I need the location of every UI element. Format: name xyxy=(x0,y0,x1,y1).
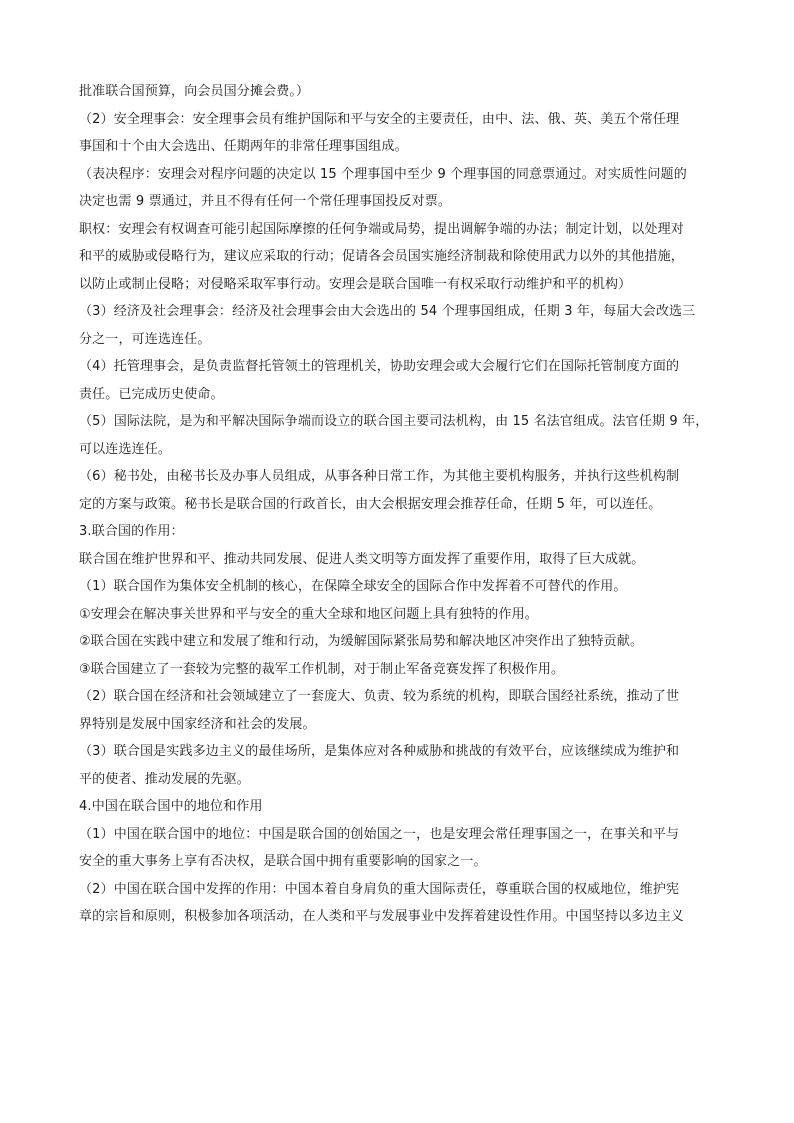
text-line: 可以连选连任。 xyxy=(79,441,172,457)
text-line: （2）中国在联合国中发挥的作用：中国本着自身肩负的重大国际责任，尊重联合国的权威地位，维护宪 xyxy=(79,881,680,897)
text-line: （3）联合国是实践多边主义的最佳场所，是集体应对各种威胁和挑战的有效平台，应该继续成为维护和 xyxy=(79,744,680,759)
text-line: 安全的重大事务上享有否决权，是联合国中拥有重要影响的国家之一。 xyxy=(79,854,487,869)
text-line: 和平的威胁或侵略行为，建议应采取的行动；促请各会员国实施经济制裁和除使用武力以外的其他措施， xyxy=(79,249,684,264)
text-line: 事国和十个由大会选出、任期两年的非常任理事国组成。 xyxy=(79,139,408,154)
text-line: 批准联合国预算，向会员国分摊会费。） xyxy=(79,84,310,99)
text-line: 界特别是发展中国家经济和社会的发展。 xyxy=(79,716,316,732)
text-line: ③联合国建立了一套较为完整的裁军工作机制，对于制止军备竞赛发挥了积极作用。 xyxy=(79,661,565,677)
text-line: （4）托管理事会，是负责监督托管领土的管理机关，协助安理会或大会履行它们在国际托管制度方面的 xyxy=(79,359,680,374)
text-line: 平的使者、推动发展的先驱。 xyxy=(79,771,250,787)
text-line: ②联合国在实践中建立和发展了维和行动，为缓解国际紧张局势和解决地区冲突作出了独特贡献。 xyxy=(79,634,644,649)
text-line: （1）联合国作为集体安全机制的核心，在保障全球安全的国际合作中发挥着不可替代的作用。 xyxy=(79,579,627,594)
text-line: ①安理会在解决事关世界和平与安全的重大全球和地区问题上具有独特的作用。 xyxy=(79,606,538,622)
text-line: 章的宗旨和原则，积极参加各项活动，在人类和平与发展事业中发挥着建设性作用。中国坚持以多边主义 xyxy=(79,909,684,924)
text-line: （2）联合国在经济和社会领域建立了一套庞大、负责、较为系统的机构，即联合国经社系统，推动了世 xyxy=(79,689,680,704)
text-line: 职权：安理会有权调查可能引起国际摩擦的任何争端或局势，提出调解争端的办法；制定计划，以处理对 xyxy=(79,221,684,237)
text-line: 责任。已完成历史使命。 xyxy=(79,386,224,402)
text-line: （2）安全理事会：安全理事会员有维护国际和平与安全的主要责任，由中、法、俄、英、美五个常任理 xyxy=(79,111,680,127)
section-heading: 4.中国在联合国中的地位和作用 xyxy=(79,799,263,814)
text-line: （6）秘书处，由秘书长及办事人员组成，从事各种日常工作，为其他主要机构服务，并执行这些机构制 xyxy=(79,469,680,484)
text-line: （3）经济及社会理事会：经济及社会理事会由大会选出的 54 个理事国组成，任期 3 年，每届大会改选三 xyxy=(79,304,696,319)
section-heading: 3.联合国的作用： xyxy=(79,524,184,539)
text-line: 决定也需 9 票通过，并且不得有任何一个常任理事国投反对票。 xyxy=(79,194,452,209)
text-line: 分之一，可连选连任。 xyxy=(79,331,211,347)
document-body xyxy=(79,78,719,931)
text-line: 定的方案与政策。秘书长是联合国的行政首长，由大会根据安理会推荐任命，任期 5 年，可以连任。 xyxy=(79,496,662,512)
text-line: 以防止或制止侵略；对侵略采取军事行动。安理会是联合国唯一有权采取行动维护和平的机构） xyxy=(79,276,632,292)
text-line: 联合国在维护世界和平、推动共同发展、促进人类文明等方面发挥了重要作用，取得了巨大成就。 xyxy=(79,551,645,567)
text-line: （5）国际法院，是为和平解决国际争端而设立的联合国主要司法机构，由 15 名法官组成。法官任期 9 年， xyxy=(79,414,709,429)
text-line: （1）中国在联合国中的地位：中国是联合国的创始国之一，也是安理会常任理事国之一，在事关和平与 xyxy=(79,826,680,842)
text-line: （表决程序：安理会对程序问题的决定以 15 个理事国中至少 9 个理事国的同意票通过。对实质性问题的 xyxy=(79,166,687,182)
